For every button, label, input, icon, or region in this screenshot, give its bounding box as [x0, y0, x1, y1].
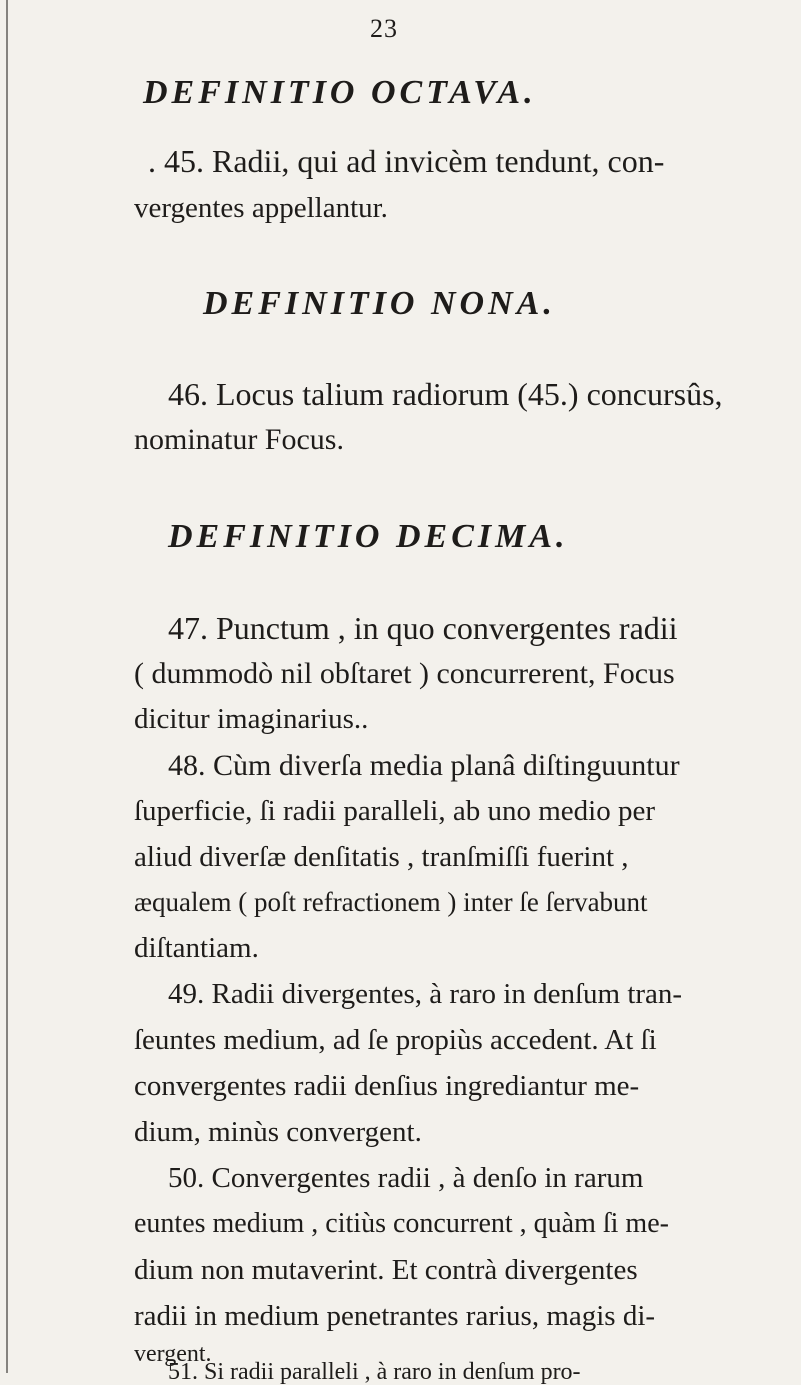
- text-line-49c: convergentes radii denſius ingrediantur me-: [134, 1070, 640, 1102]
- text-line-48e: diſtantiam.: [134, 932, 259, 964]
- text-line-48d: æqualem ( poſt refractionem ) inter ſe ſervabunt: [134, 887, 648, 917]
- text-line-50c: dium non mutaverint. Et contrà divergentes: [134, 1254, 638, 1286]
- text-line-46b: nominatur Focus.: [134, 423, 344, 456]
- text-line-50a: 50. Convergentes radii , à denſo in rarum: [168, 1162, 644, 1194]
- page-edge-rule: [6, 0, 8, 1373]
- text-line-49b: ſeuntes medium, ad ſe propiùs accedent. At ſi: [134, 1024, 657, 1056]
- page-number: 23: [370, 14, 398, 43]
- text-line-48b: ſuperficie, ſi radii paralleli, ab uno medio per: [134, 795, 655, 827]
- heading-definitio-decima: DEFINITIO DECIMA.: [168, 518, 569, 555]
- text-line-50b: euntes medium , citiùs concurrent , quàm ſi me-: [134, 1208, 669, 1239]
- text-line-47a: 47. Punctum , in quo convergentes radii: [168, 610, 678, 646]
- text-line-47c: dicitur imaginarius..: [134, 703, 369, 735]
- text-line-45a: . 45. Radii, qui ad invicèm tendunt, con-: [148, 143, 665, 179]
- text-line-51a: 51. Si radii paralleli , à raro in denſum pro-: [168, 1359, 581, 1385]
- text-line-50d: radii in medium penetrantes rarius, magis di-: [134, 1300, 656, 1332]
- text-line-45b: vergentes appellantur.: [134, 192, 388, 224]
- text-line-49a: 49. Radii divergentes, à raro in denſum tran-: [168, 978, 683, 1010]
- text-line-47b: ( dummodò nil obſtaret ) concurrerent, Focus: [134, 657, 675, 690]
- heading-definitio-octava: DEFINITIO OCTAVA.: [143, 74, 537, 111]
- heading-definitio-nona: DEFINITIO NONA.: [203, 285, 556, 322]
- text-line-46a: 46. Locus talium radiorum (45.) concursûs,: [168, 376, 723, 412]
- text-line-48a: 48. Cùm diverſa media planâ diſtinguuntur: [168, 749, 680, 782]
- text-line-48c: aliud diverſæ denſitatis , tranſmiſſi fuerint ,: [134, 841, 629, 873]
- text-line-49d: dium, minùs convergent.: [134, 1116, 422, 1148]
- text-line-50e: vergent.: [134, 1341, 212, 1367]
